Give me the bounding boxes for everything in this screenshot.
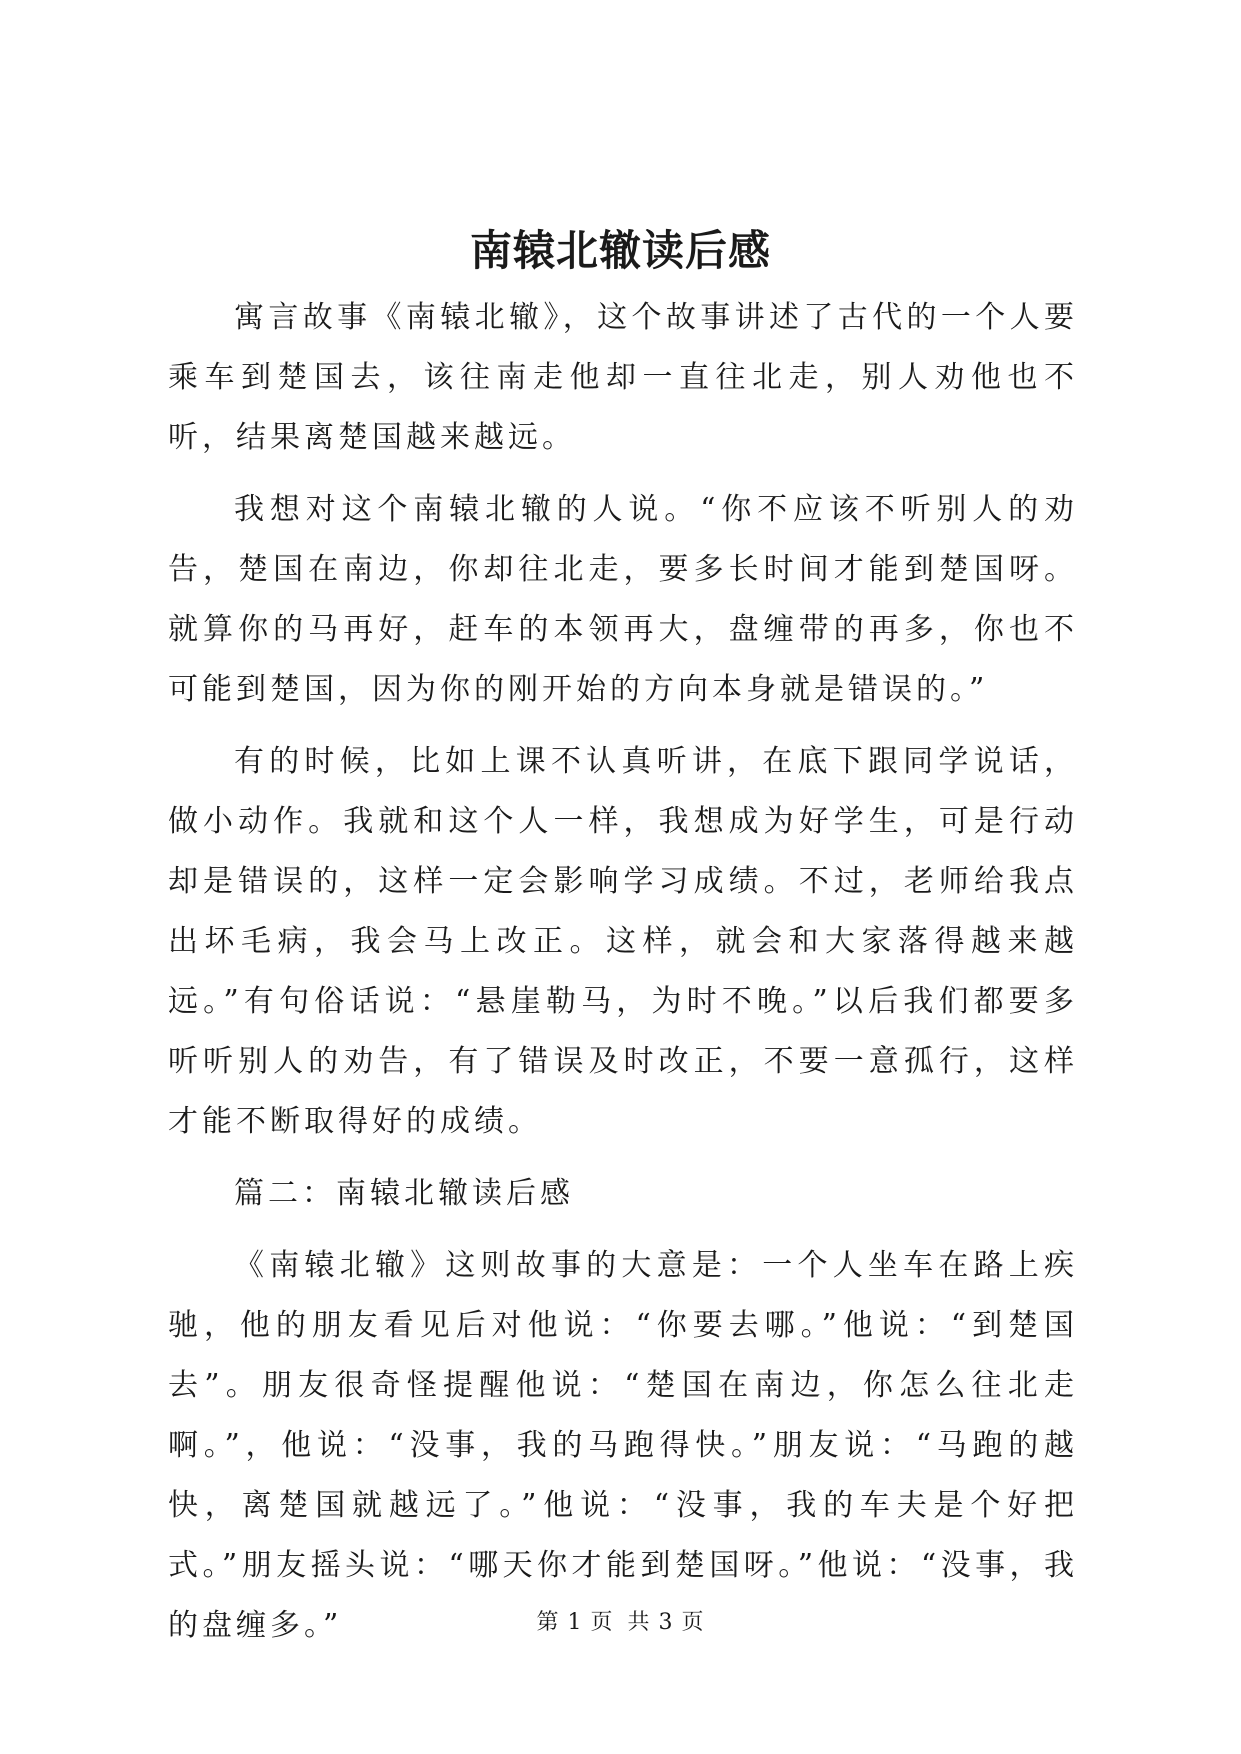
document-title: 南辕北辙读后感 — [469, 226, 771, 275]
paragraph-2: 我想对这个南辕北辙的人说。“你不应该不听别人的劝告，楚国在南边，你却往北走，要多长时间才能到楚国呀。就算你的马再好，赶车的本领再大，盘缠带的再多，你也不可能到楚国，因为你的刚开始的方向本身就是错误的。” — [168, 492, 1078, 707]
paragraph-1: 寓言故事《南辕北辙》，这个故事讲述了古代的一个人要乘车到楚国去，该往南走他却一直往北走，别人劝他也不听，结果离楚国越来越远。 — [168, 300, 1078, 455]
paragraph-4: 《南辕北辙》这则故事的大意是：一个人坐车在路上疾驰，他的朋友看见后对他说：“你要去哪。”他说：“到楚国去”。朋友很奇怪提醒他说：“楚国在南边，你怎么往北走啊。”，他说：“没事，我的马跑得快。”朋友说：“马跑的越快，离楚国就越远了。”他说：“没事，我的车夫是个好把式。”朋友摇头说：“哪天你才能到楚国呀。”他说：“没事，我的盘缠多。” — [168, 1248, 1078, 1643]
section-heading: 篇二：南辕北辙读后感 — [234, 1176, 574, 1211]
paragraph-3: 有的时候，比如上课不认真听讲，在底下跟同学说话，做小动作。我就和这个人一样，我想成为好学生，可是行动却是错误的，这样一定会影响学习成绩。不过，老师给我点出坏毛病，我会马上改正。这样，就会和大家落得越来越远。”有句俗话说：“悬崖勒马，为时不晚。”以后我们都要多听听别人的劝告，有了错误及时改正，不要一意孤行，这样才能不断取得好的成绩。 — [168, 744, 1078, 1139]
page-footer — [0, 1608, 1241, 1638]
page-total: 共 3 页 — [627, 1610, 705, 1635]
document-body — [168, 288, 1078, 1656]
page-number: 第 1 页 — [536, 1610, 614, 1635]
